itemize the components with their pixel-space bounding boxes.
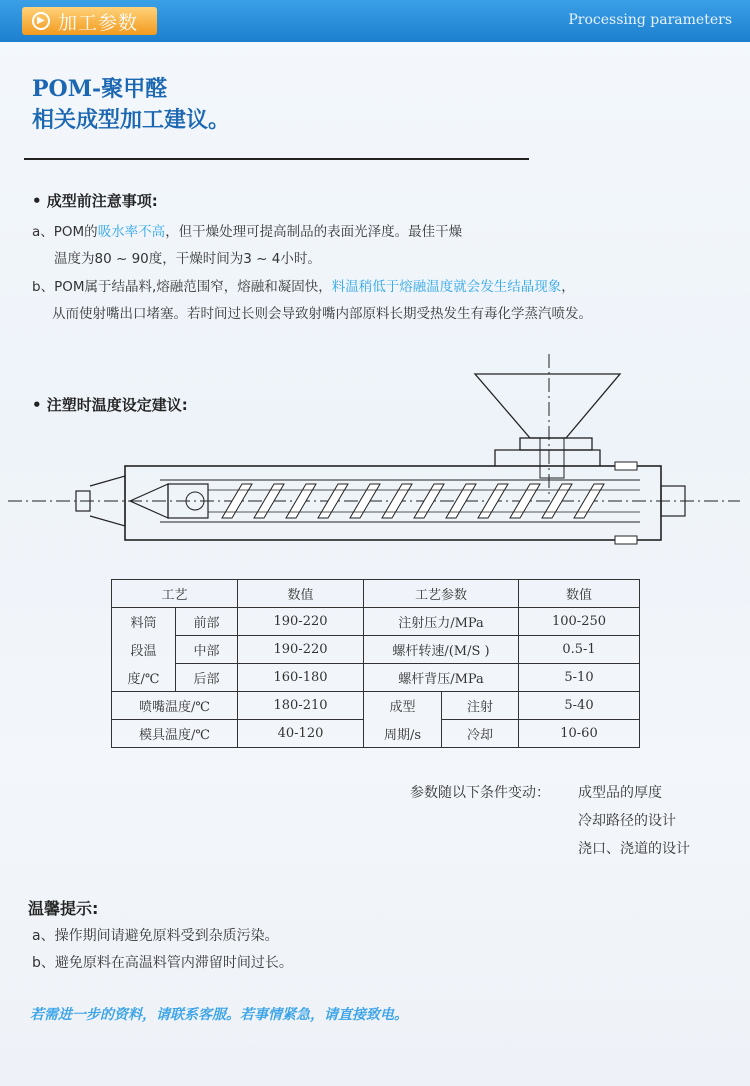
table-cell: 冷却 [442, 720, 519, 748]
table-cell: 喷嘴温度/℃ [112, 692, 238, 720]
pre-molding-heading: • 成型前注意事项: [32, 192, 158, 210]
table-cell: 成型 [364, 692, 442, 720]
note-b-prefix: b、POM属于结晶料,熔融范围窄，熔融和凝固快， [32, 279, 332, 295]
injection-screw-diagram [0, 350, 750, 550]
table-row [112, 692, 640, 720]
table-cell: 5-40 [519, 692, 640, 720]
table-cell: 160-180 [238, 664, 364, 692]
table-header-row [112, 580, 640, 608]
note-a-prefix: a、POM的 [32, 224, 98, 240]
page-title [32, 74, 230, 136]
table-cell: 后部 [176, 664, 238, 692]
parameter-table [111, 579, 640, 748]
section-label-en: Processing parameters [568, 12, 732, 28]
table-cell: 模具温度/℃ [112, 720, 238, 748]
note-b-line-2: 从而使射嘴出口堵塞。若时间过长则会导致射嘴内部原料长期受热发生有毒化学蒸汽喷发。 [52, 306, 592, 322]
note-b-line-1 [32, 275, 575, 295]
note-a-rest: ，但干燥处理可提高制品的表面光泽度。最佳干燥 [165, 224, 463, 240]
table-row [112, 636, 640, 664]
contact-note: 若需进一步的资料，请联系客服。若事情紧急，请直接致电。 [30, 1007, 408, 1023]
table-cell: 0.5-1 [519, 636, 640, 664]
table-cell: 10-60 [519, 720, 640, 748]
table-cell: 注射 [442, 692, 519, 720]
table-header: 数值 [519, 580, 640, 608]
table-cell: 段温 [112, 636, 176, 664]
condition-item: 浇口、浇道的设计 [578, 841, 690, 857]
conditions-lead: 参数随以下条件变动： [410, 785, 550, 801]
table-cell: 5-10 [519, 664, 640, 692]
table-cell: 前部 [176, 608, 238, 636]
table-cell: 周期/s [364, 720, 442, 748]
table-cell: 40-120 [238, 720, 364, 748]
note-b-highlight: 料温稍低于熔融温度就会发生结晶现象 [331, 279, 562, 295]
top-banner [0, 0, 750, 42]
note-a-highlight: 吸水率不高 [97, 224, 166, 240]
title-line-2: 相关成型加工建议。 [32, 107, 231, 133]
table-cell: 190-220 [238, 636, 364, 664]
table-cell: 螺杆转速/(M/S ) [364, 636, 519, 664]
table-cell: 螺杆背压/MPa [364, 664, 519, 692]
table-cell: 注射压力/MPa [364, 608, 519, 636]
table-cell: 190-220 [238, 608, 364, 636]
condition-item: 成型品的厚度 [578, 785, 662, 801]
section-badge [22, 7, 157, 35]
table-row [112, 664, 640, 692]
table-cell: 180-210 [238, 692, 364, 720]
arrow-circle-icon: ▶ [32, 12, 50, 30]
table-header: 数值 [238, 580, 364, 608]
table-cell: 中部 [176, 636, 238, 664]
note-a-line-2: 温度为80 ~ 90度，干燥时间为3 ~ 4小时。 [54, 251, 321, 267]
table-header: 工艺 [112, 580, 238, 608]
temp-setting-heading: • 注塑时温度设定建议: [32, 396, 188, 414]
title-line-1: POM-聚甲醛 [32, 76, 168, 102]
table-header: 工艺参数 [364, 580, 519, 608]
section-label: 加工参数 [58, 11, 139, 34]
table-row [112, 720, 640, 748]
table-cell: 度/℃ [112, 664, 176, 692]
tip-item: a、操作期间请避免原料受到杂质污染。 [32, 928, 279, 944]
title-divider [24, 158, 529, 160]
table-cell: 100-250 [519, 608, 640, 636]
note-b-rest: ， [561, 279, 575, 295]
tips-heading: 温馨提示: [28, 899, 99, 918]
note-a-line-1 [32, 220, 462, 240]
table-cell: 料筒 [112, 608, 176, 636]
condition-item: 冷却路径的设计 [578, 813, 676, 829]
tip-item: b、避免原料在高温料管内滞留时间过长。 [32, 955, 293, 971]
table-row [112, 608, 640, 636]
